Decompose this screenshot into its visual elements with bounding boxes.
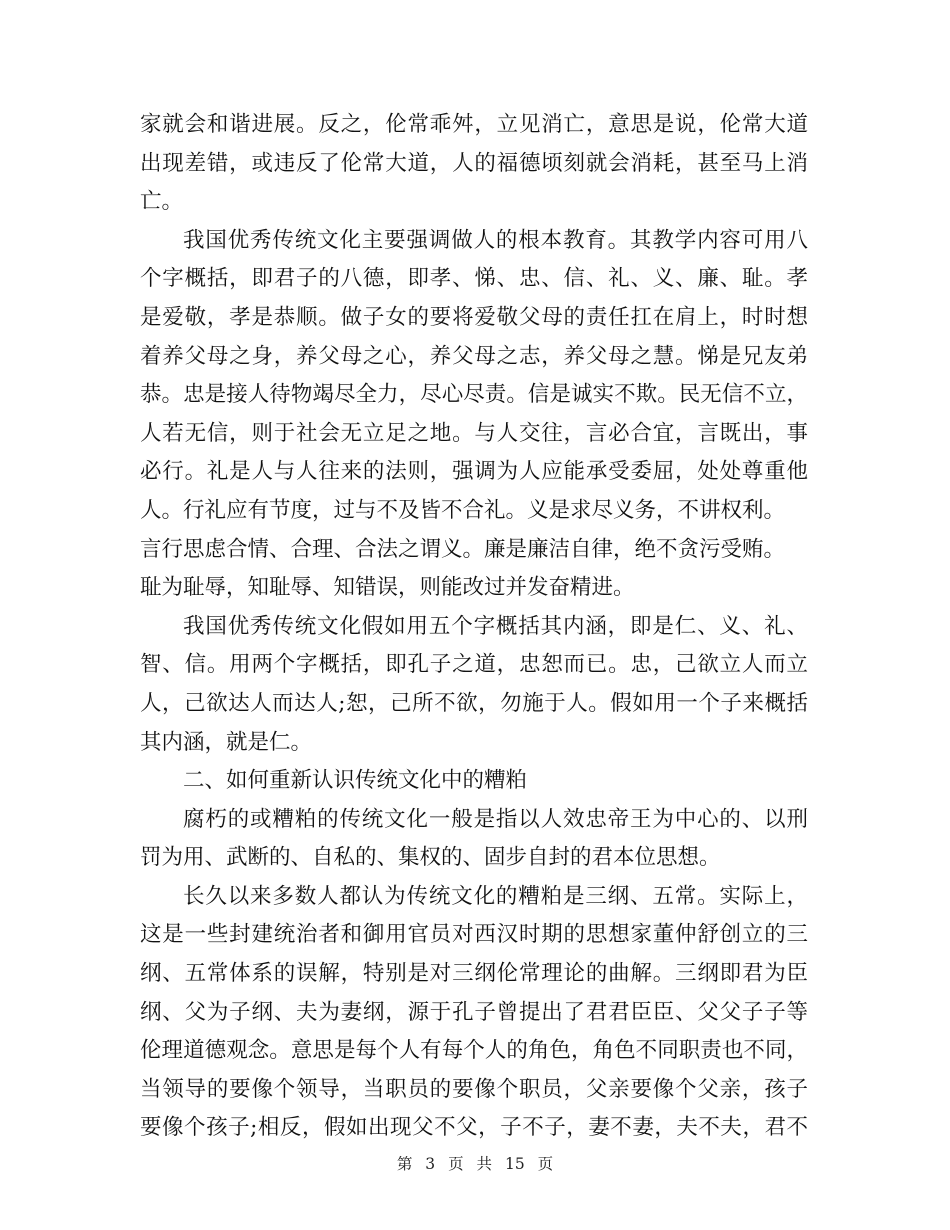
text-line: 家就会和谐进展。反之，伦常乖舛，立见消亡，意思是说，伦常大道 [140,112,808,137]
text-line: 纲、父为子纲、夫为妻纲，源于孔子曾提出了君君臣臣、父父子子等 [140,999,808,1025]
footer-label-total: 共 [476,1155,493,1173]
text-line: 智、信。用两个字概括，即孔子之道，忠恕而已。忠，己欲立人而立 [140,652,808,678]
text-line: 亡。 [140,189,184,215]
text-line: 我国优秀传统文化主要强调做人的根本教育。其教学内容可用八 [183,227,808,253]
text-line: 恭。忠是接人待物竭尽全力，尽心尽责。信是诚实不欺。民无信不立， [140,382,808,408]
text-line: 必行。礼是人与人往来的法则，强调为人应能承受委屈，处处尊重他 [140,459,808,485]
text-line: 罚为用、武断的、自私的、集权的、固步自封的君本位思想。 [140,845,721,871]
text-line: 要像个孩子;相反，假如出现父不父，子不子，妻不妻，夫不夫，君不 [140,1115,808,1141]
page-footer [0,1152,950,1174]
footer-total-pages: 15 [504,1155,525,1173]
text-line: 人。行礼应有节度，过与不及皆不合礼。义是求尽义务，不讲权利。 [140,497,786,523]
text-line: 二、如何重新认识传统文化中的糟粕 [183,768,528,794]
text-line: 这是一些封建统治者和御用官员对西汉时期的思想家董仲舒创立的三 [140,922,808,948]
footer-label-post: 页 [537,1155,554,1173]
text-line: 其内涵，就是仁。 [140,729,313,755]
text-line: 是爱敬，孝是恭顺。做子女的要将爱敬父母的责任扛在肩上，时时想 [140,304,808,330]
text-line: 当领导的要像个领导，当职员的要像个职员，父亲要像个父亲，孩子 [140,1076,808,1102]
text-line: 长久以来多数人都认为传统文化的糟粕是三纲、五常。实际上， [183,883,808,909]
text-line: 人，己欲达人而达人;恕，己所不欲，勿施于人。假如用一个子来概括 [140,690,808,716]
text-line: 人若无信，则于社会无立足之地。与人交往，言必合宜，言既出，事 [140,420,808,446]
text-line: 着养父母之身，养父母之心，养父母之志，养父母之慧。悌是兄友弟 [140,343,808,369]
footer-label-page: 页 [448,1155,464,1173]
text-line: 出现差错，或违反了伦常大道，人的福德顷刻就会消耗，甚至马上消 [140,150,808,176]
text-line: 腐朽的或糟粕的传统文化一般是指以人效忠帝王为中心的、以刑 [183,806,808,832]
body-text [140,106,808,1148]
text-line: 言行思虑合情、合理、合法之谓义。廉是廉洁自律，绝不贪污受贿。 [140,536,786,562]
text-line: 我国优秀传统文化假如用五个字概括其内涵，即是仁、义、礼、 [183,613,808,639]
text-line: 伦理道德观念。意思是每个人有每个人的角色，角色不同职责也不同， [140,1038,808,1064]
footer-label-pre: 第 [396,1155,413,1173]
text-line: 个字概括，即君子的八德，即孝、悌、忠、信、礼、义、廉、耻。孝 [140,266,808,292]
text-line: 纲、五常体系的误解，特别是对三纲伦常理论的曲解。三纲即君为臣 [140,961,808,987]
footer-current-page: 3 [425,1155,436,1173]
text-line: 耻为耻辱，知耻辱、知错误，则能改过并发奋精进。 [140,575,635,601]
